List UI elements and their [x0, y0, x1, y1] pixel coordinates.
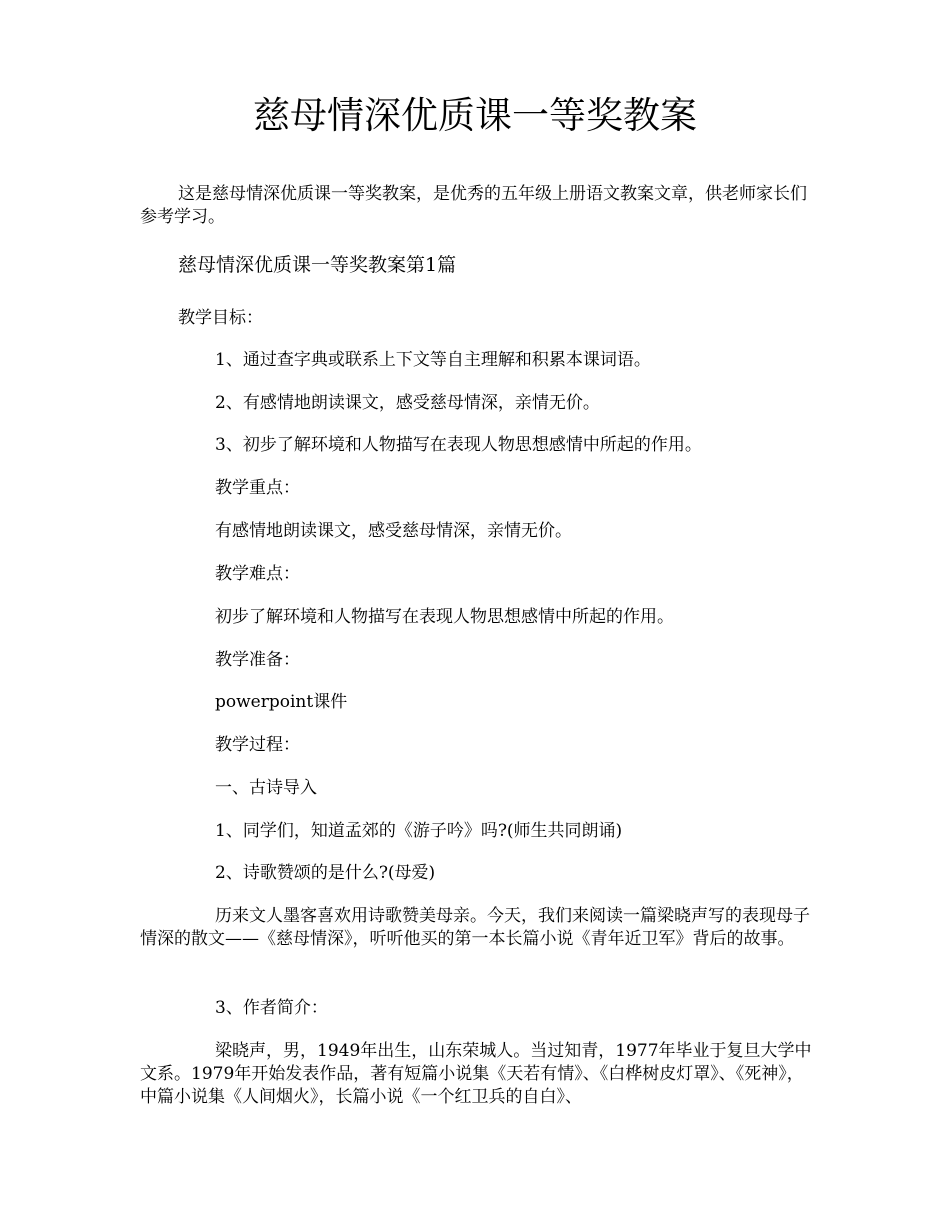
intro-paragraph: 这是慈母情深优质课一等奖教案，是优秀的五年级上册语文教案文章，供老师家长们参考学习。 [140, 184, 807, 227]
goal-item-2: 2、有感情地朗读课文，感受慈母情深，亲情无价。 [215, 393, 600, 413]
teaching-goals-label: 教学目标： [178, 308, 263, 328]
question-2: 2、诗歌赞颂的是什么?(母爱) [215, 863, 436, 883]
document-title: 慈母情深优质课一等奖教案 [253, 94, 697, 137]
step-heading-1: 一、古诗导入 [215, 778, 317, 798]
process-label: 教学过程： [215, 735, 300, 755]
preparation-text: powerpoint课件 [215, 692, 348, 712]
author-intro-label: 3、作者简介： [215, 998, 328, 1018]
section-heading: 慈母情深优质课一等奖教案第1篇 [178, 254, 457, 276]
goal-item-1: 1、通过查字典或联系上下文等自主理解和积累本课词语。 [215, 350, 651, 370]
question-1: 1、同学们，知道孟郊的《游子吟》吗?(师生共同朗诵) [215, 821, 623, 841]
key-points-label: 教学重点： [215, 478, 300, 498]
goal-item-3: 3、初步了解环境和人物描写在表现人物思想感情中所起的作用。 [215, 435, 702, 455]
author-intro-paragraph: 梁晓声，男，1949年出生，山东荣城人。当过知青，1977年毕业于复旦大学中文系。1979年开始发表作品，著有短篇小说集《天若有情》、《白桦树皮灯罩》、《死神》，中篇小说集《人间烟火》，长篇小说《一个红卫兵的自白》、 [140, 1041, 812, 1107]
preparation-label: 教学准备： [215, 650, 300, 670]
difficulty-label: 教学难点： [215, 564, 300, 584]
key-points-text: 有感情地朗读课文，感受慈母情深，亲情无价。 [215, 521, 572, 541]
difficulty-text: 初步了解环境和人物描写在表现人物思想感情中所起的作用。 [215, 607, 674, 627]
intro-story-paragraph: 历来文人墨客喜欢用诗歌赞美母亲。今天，我们来阅读一篇梁晓声写的表现母子情深的散文——《慈母情深》，听听他买的第一本长篇小说《青年近卫军》背后的故事。 [140, 906, 810, 949]
